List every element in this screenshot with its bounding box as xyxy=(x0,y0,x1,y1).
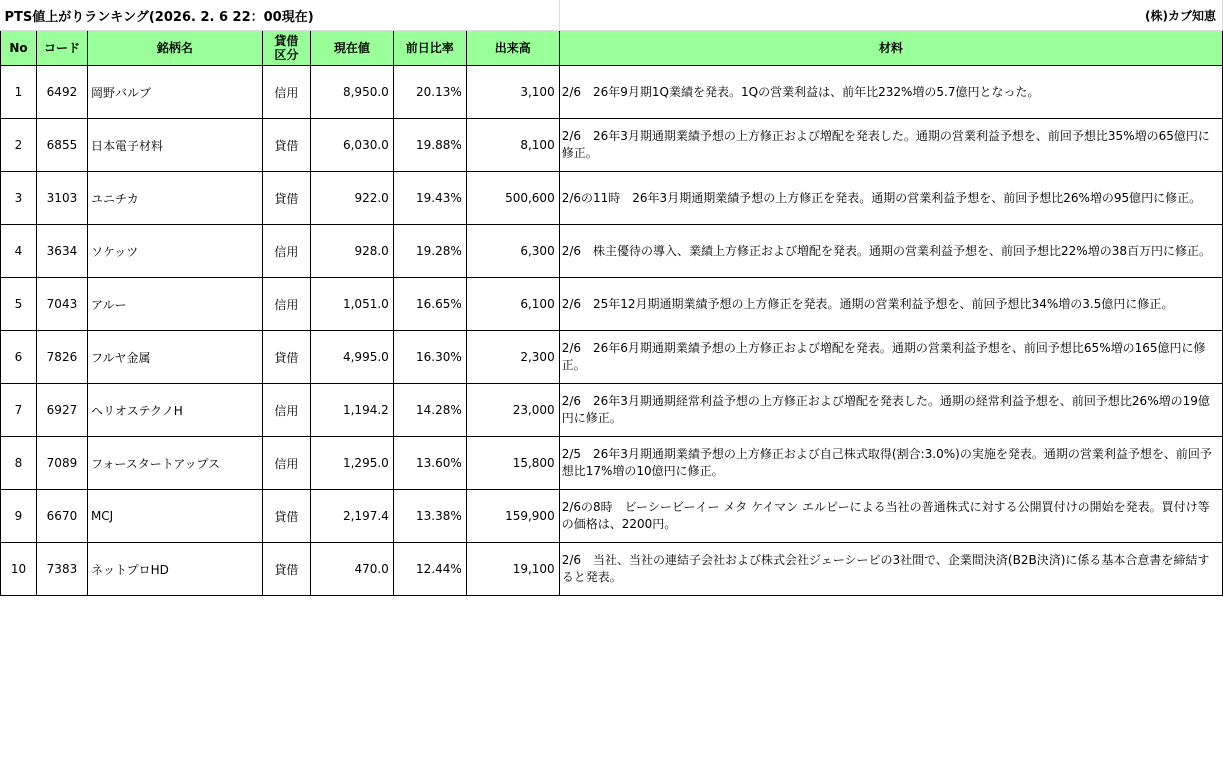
header-name: 銘柄名 xyxy=(87,31,262,66)
cell-volume: 8,100 xyxy=(466,119,559,172)
cell-type: 貸借 xyxy=(262,543,310,596)
header-type-label: 貸借区分 xyxy=(274,34,299,62)
cell-code: 6670 xyxy=(36,490,87,543)
cell-price: 4,995.0 xyxy=(310,331,393,384)
header-no: No xyxy=(1,31,37,66)
cell-name: フルヤ金属 xyxy=(87,331,262,384)
cell-price: 922.0 xyxy=(310,172,393,225)
table-row xyxy=(1,331,1223,384)
cell-no: 4 xyxy=(1,225,37,278)
cell-change: 13.38% xyxy=(393,490,466,543)
cell-code: 7826 xyxy=(36,331,87,384)
cell-name: ヘリオステクノH xyxy=(87,384,262,437)
cell-price: 470.0 xyxy=(310,543,393,596)
cell-change: 16.65% xyxy=(393,278,466,331)
cell-change: 19.43% xyxy=(393,172,466,225)
cell-note: 2/6の11時 26年3月期通期業績予想の上方修正を発表。通期の営業利益予想を、前回予想比26%増の95億円に修正。 xyxy=(559,172,1222,225)
cell-code: 6492 xyxy=(36,66,87,119)
header-price: 現在値 xyxy=(310,31,393,66)
cell-price: 8,950.0 xyxy=(310,66,393,119)
cell-volume: 6,100 xyxy=(466,278,559,331)
title-row xyxy=(1,0,1223,31)
cell-change: 14.28% xyxy=(393,384,466,437)
cell-volume: 500,600 xyxy=(466,172,559,225)
cell-note: 2/6の8時 ビーシービーイー メタ ケイマン エルピーによる当社の普通株式に対する公開買付けの開始を発表。買付け等の価格は、2200円。 xyxy=(559,490,1222,543)
cell-code: 7383 xyxy=(36,543,87,596)
table-row xyxy=(1,278,1223,331)
cell-code: 7043 xyxy=(36,278,87,331)
cell-no: 5 xyxy=(1,278,37,331)
cell-name: ソケッツ xyxy=(87,225,262,278)
cell-code: 3634 xyxy=(36,225,87,278)
cell-name: ネットプロHD xyxy=(87,543,262,596)
cell-change: 16.30% xyxy=(393,331,466,384)
cell-name: 岡野バルブ xyxy=(87,66,262,119)
cell-code: 6855 xyxy=(36,119,87,172)
cell-no: 6 xyxy=(1,331,37,384)
header-code: コード xyxy=(36,31,87,66)
table-row xyxy=(1,543,1223,596)
cell-no: 1 xyxy=(1,66,37,119)
cell-note: 2/6 26年3月期通期経常利益予想の上方修正および増配を発表した。通期の経常利益予想を、前回予想比26%増の19億円に修正。 xyxy=(559,384,1222,437)
cell-note: 2/5 26年3月期通期業績予想の上方修正および自己株式取得(割合:3.0%)の実施を発表。通期の営業利益予想を、前回予想比17%増の10億円に修正。 xyxy=(559,437,1222,490)
cell-name: アルー xyxy=(87,278,262,331)
cell-no: 7 xyxy=(1,384,37,437)
table-row xyxy=(1,119,1223,172)
cell-price: 2,197.4 xyxy=(310,490,393,543)
table-row xyxy=(1,437,1223,490)
cell-volume: 23,000 xyxy=(466,384,559,437)
cell-change: 13.60% xyxy=(393,437,466,490)
cell-note: 2/6 当社、当社の連結子会社および株式会社ジェーシービの3社間で、企業間決済(B2B決済)に係る基本合意書を締結すると発表。 xyxy=(559,543,1222,596)
header-note: 材料 xyxy=(559,31,1222,66)
cell-volume: 3,100 xyxy=(466,66,559,119)
table-row xyxy=(1,225,1223,278)
cell-change: 19.88% xyxy=(393,119,466,172)
cell-type: 信用 xyxy=(262,384,310,437)
cell-type: 信用 xyxy=(262,437,310,490)
cell-type: 貸借 xyxy=(262,172,310,225)
cell-name: MCJ xyxy=(87,490,262,543)
cell-note: 2/6 26年9月期1Q業績を発表。1Qの営業利益は、前年比232%増の5.7億円となった。 xyxy=(559,66,1222,119)
cell-type: 貸借 xyxy=(262,331,310,384)
table-row xyxy=(1,490,1223,543)
cell-type: 貸借 xyxy=(262,490,310,543)
table-row xyxy=(1,66,1223,119)
cell-price: 6,030.0 xyxy=(310,119,393,172)
cell-volume: 19,100 xyxy=(466,543,559,596)
header-type xyxy=(262,31,310,66)
page-title: PTS値上がりランキング(2026. 2. 6 22：00現在) xyxy=(1,0,560,31)
cell-code: 7089 xyxy=(36,437,87,490)
cell-price: 1,295.0 xyxy=(310,437,393,490)
cell-price: 1,194.2 xyxy=(310,384,393,437)
cell-type: 貸借 xyxy=(262,119,310,172)
header-row xyxy=(1,31,1223,66)
cell-price: 928.0 xyxy=(310,225,393,278)
cell-no: 3 xyxy=(1,172,37,225)
table-row xyxy=(1,172,1223,225)
cell-note: 2/6 26年3月期通期業績予想の上方修正および増配を発表した。通期の営業利益予想を、前回予想比35%増の65億円に修正。 xyxy=(559,119,1222,172)
cell-no: 9 xyxy=(1,490,37,543)
cell-no: 10 xyxy=(1,543,37,596)
cell-volume: 159,900 xyxy=(466,490,559,543)
cell-type: 信用 xyxy=(262,278,310,331)
cell-name: ユニチカ xyxy=(87,172,262,225)
cell-price: 1,051.0 xyxy=(310,278,393,331)
cell-type: 信用 xyxy=(262,66,310,119)
table-row xyxy=(1,384,1223,437)
credit-label: (株)カブ知恵 xyxy=(559,0,1222,31)
table-body xyxy=(1,66,1223,596)
cell-change: 20.13% xyxy=(393,66,466,119)
cell-type: 信用 xyxy=(262,225,310,278)
cell-code: 6927 xyxy=(36,384,87,437)
cell-change: 19.28% xyxy=(393,225,466,278)
cell-volume: 15,800 xyxy=(466,437,559,490)
cell-volume: 2,300 xyxy=(466,331,559,384)
cell-no: 2 xyxy=(1,119,37,172)
cell-volume: 6,300 xyxy=(466,225,559,278)
cell-note: 2/6 26年6月期通期業績予想の上方修正および増配を発表。通期の営業利益予想を、前回予想比65%増の165億円に修正。 xyxy=(559,331,1222,384)
cell-name: 日本電子材料 xyxy=(87,119,262,172)
cell-code: 3103 xyxy=(36,172,87,225)
cell-note: 2/6 株主優待の導入、業績上方修正および増配を発表。通期の営業利益予想を、前回予想比22%増の38百万円に修正。 xyxy=(559,225,1222,278)
cell-note: 2/6 25年12月期通期業績予想の上方修正を発表。通期の営業利益予想を、前回予想比34%増の3.5億円に修正。 xyxy=(559,278,1222,331)
header-volume: 出来高 xyxy=(466,31,559,66)
cell-change: 12.44% xyxy=(393,543,466,596)
header-change: 前日比率 xyxy=(393,31,466,66)
cell-name: フォースタートアップス xyxy=(87,437,262,490)
cell-no: 8 xyxy=(1,437,37,490)
